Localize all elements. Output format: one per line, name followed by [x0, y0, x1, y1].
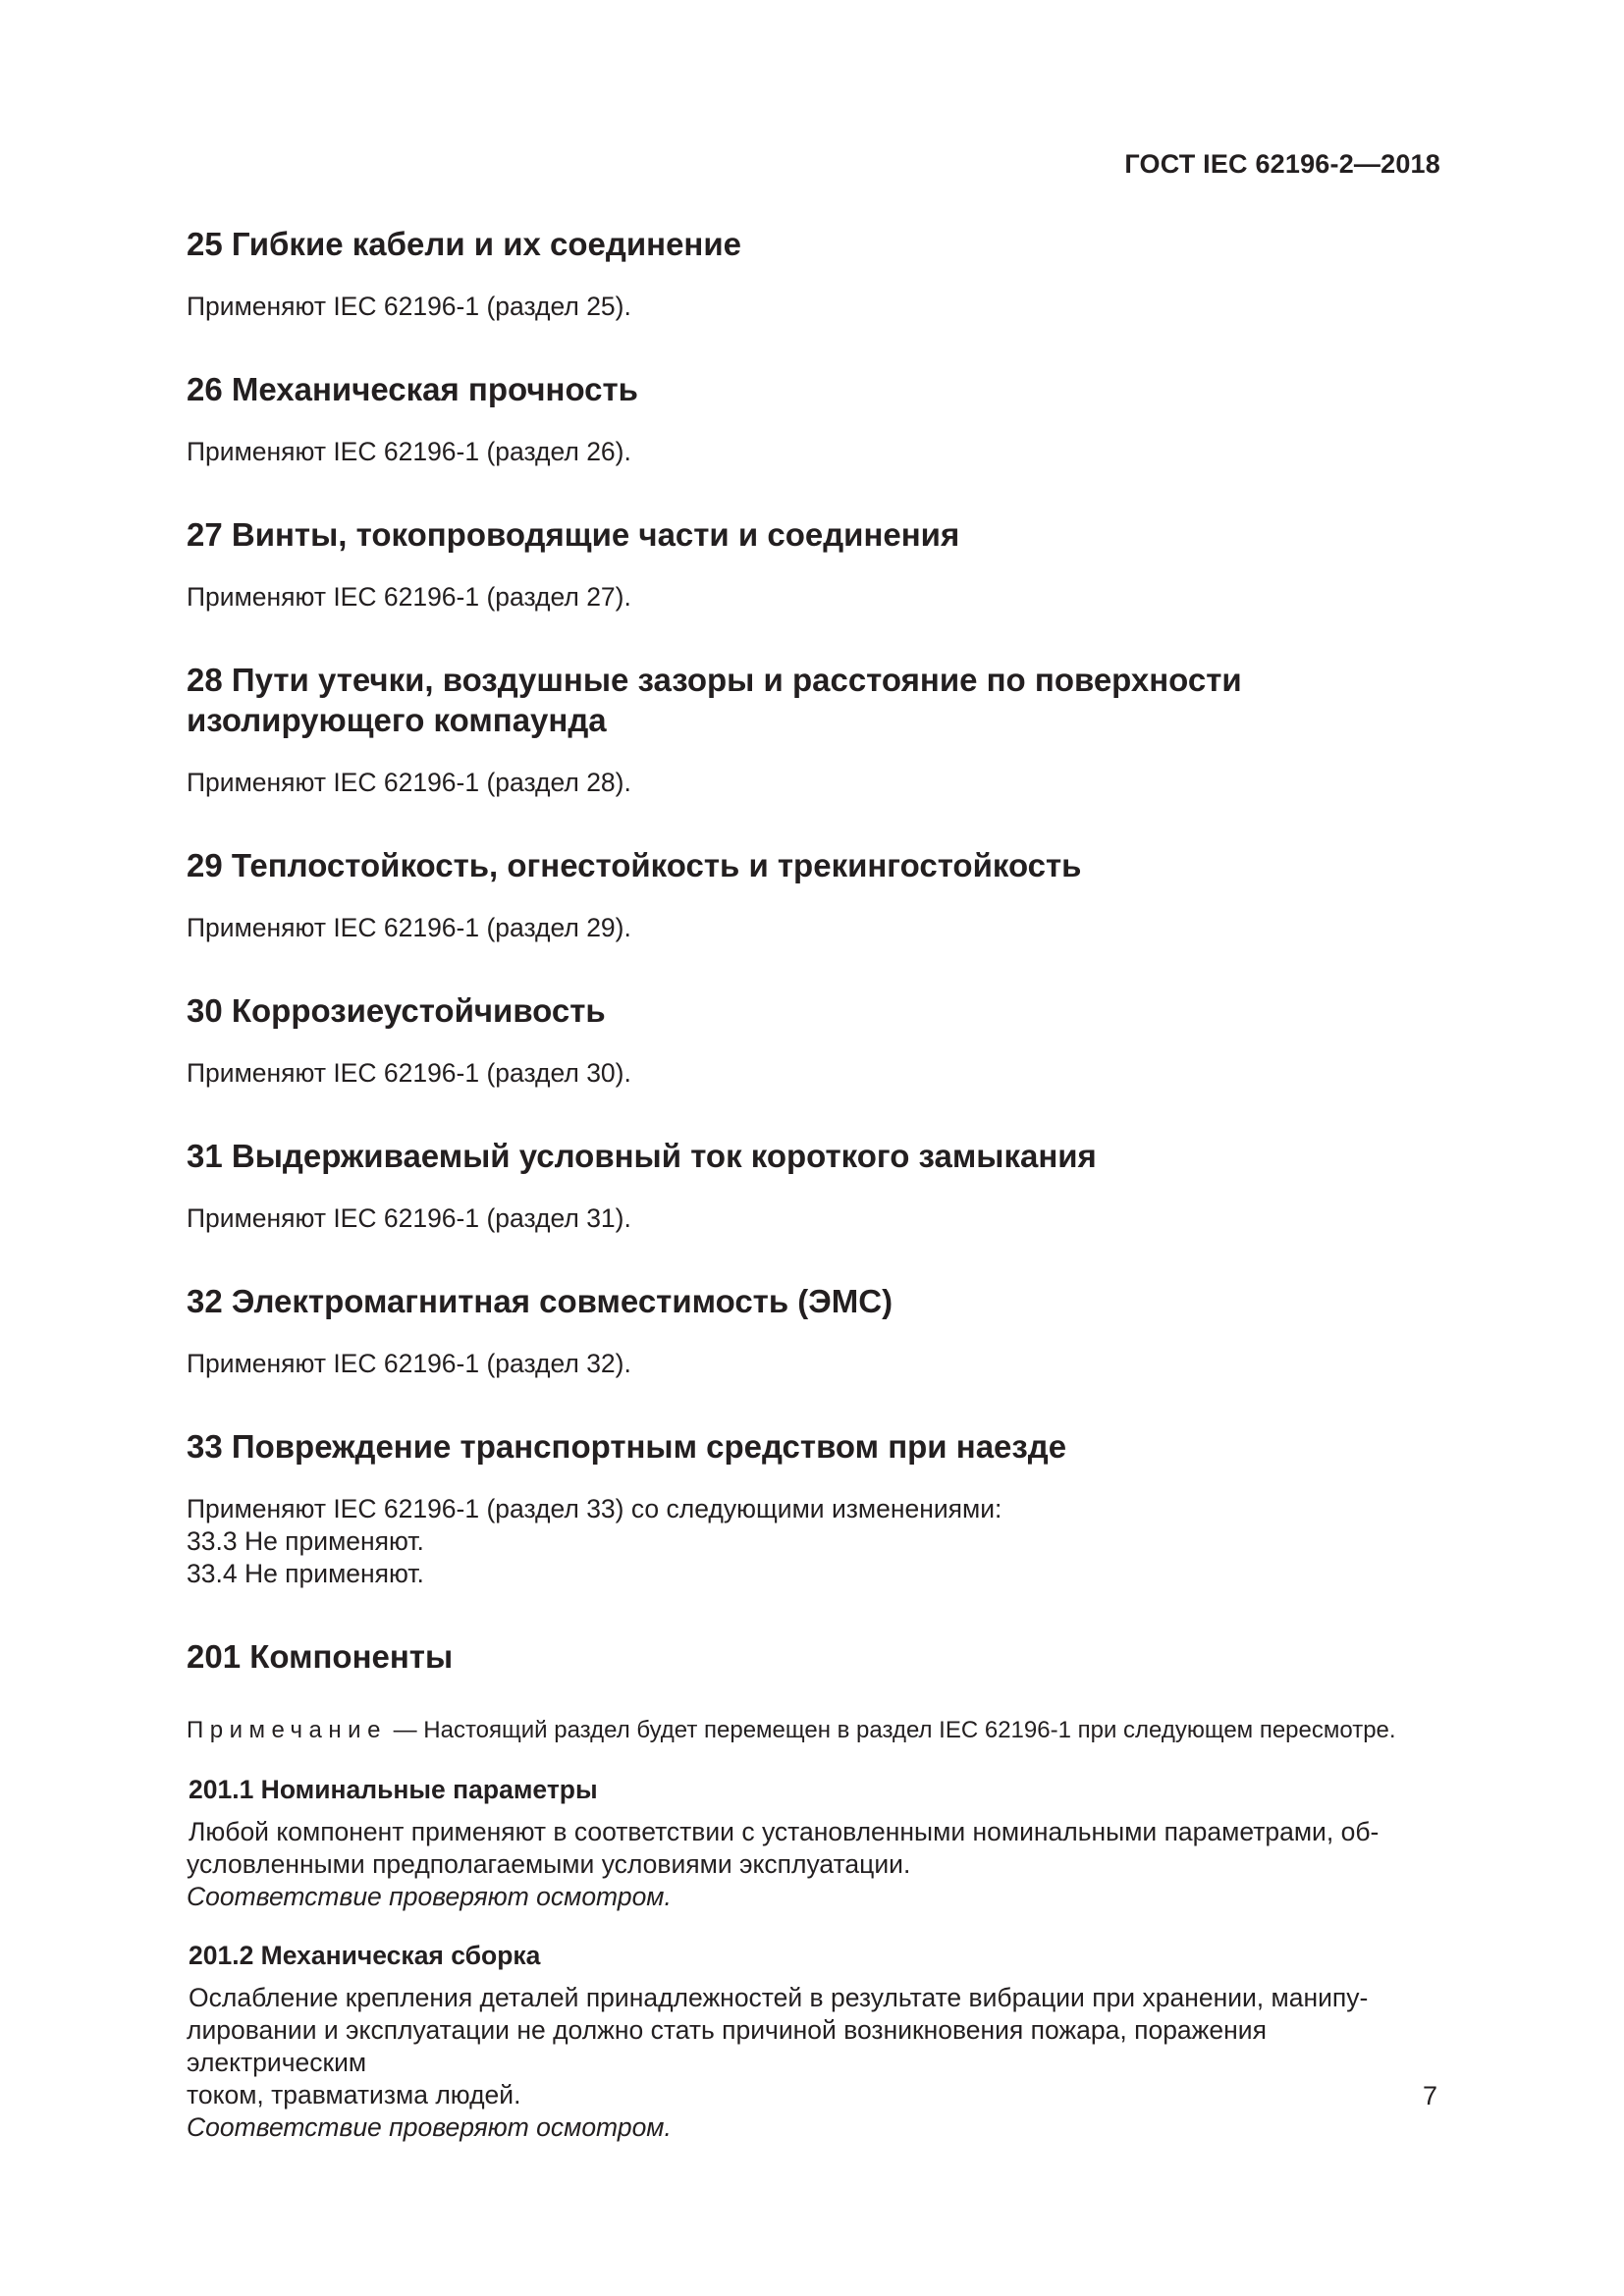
- paragraph-line: лировании и эксплуатации не должно стать причиной возникновения пожара, поражения электрическим: [187, 2015, 1267, 2077]
- section-text: Применяют IEC 62196-1 (раздел 29).: [187, 913, 631, 942]
- note-label: Примечание: [187, 1717, 387, 1743]
- section-heading: 30 Коррозиеустойчивость: [187, 992, 606, 1029]
- paragraph-line: током, травматизма людей.: [187, 2080, 521, 2109]
- section-text: Применяют IEC 62196-1 (раздел 27).: [187, 582, 631, 612]
- section-heading: 29 Теплостойкость, огнестойкость и трекингостойкость: [187, 847, 1082, 883]
- subsection-heading: 201.2 Механическая сборка: [189, 1941, 541, 1970]
- section-25: [187, 224, 1440, 323]
- section-heading-line1: 28 Пути утечки, воздушные зазоры и расстояние по поверхности: [187, 662, 1242, 698]
- page-content: [187, 224, 1440, 2144]
- section-text: Применяют IEC 62196-1 (раздел 31).: [187, 1203, 631, 1233]
- section-text: Применяют IEC 62196-1 (раздел 32).: [187, 1349, 631, 1378]
- paragraph-line: условленными предполагаемыми условиями эксплуатации.: [187, 1849, 911, 1879]
- note-text: — Настоящий раздел будет перемещен в раздел IEC 62196-1 при следующем пересмотре.: [393, 1717, 1396, 1743]
- section-text: Применяют IEC 62196-1 (раздел 33) со следующими изменениями:: [187, 1494, 1002, 1523]
- section-text: Применяют IEC 62196-1 (раздел 26).: [187, 437, 631, 466]
- section-28: [187, 660, 1440, 799]
- section-heading: 31 Выдерживаемый условный ток короткого замыкания: [187, 1138, 1097, 1174]
- document-code-header: ГОСТ IEC 62196-2—2018: [1124, 149, 1440, 179]
- section-31: [187, 1136, 1440, 1235]
- section-text-line: 33.3 Не применяют.: [187, 1526, 424, 1556]
- subsection-heading: 201.1 Номинальные параметры: [189, 1775, 598, 1804]
- section-30: [187, 990, 1440, 1090]
- section-heading: 27 Винты, токопроводящие части и соединения: [187, 516, 960, 553]
- compliance-check: Соответствие проверяют осмотром.: [187, 2112, 672, 2142]
- section-heading: 201 Компоненты: [187, 1638, 454, 1675]
- section-text: Применяют IEC 62196-1 (раздел 28).: [187, 768, 631, 797]
- compliance-check: Соответствие проверяют осмотром.: [187, 1882, 672, 1911]
- section-32: [187, 1281, 1440, 1380]
- page-number: 7: [1422, 2081, 1437, 2110]
- section-heading-line2: изолирующего компаунда: [187, 702, 607, 738]
- section-26: [187, 369, 1440, 468]
- paragraph-line: Любой компонент применяют в соответствии с установленными номинальными параметрами, об-: [189, 1817, 1380, 1846]
- section-heading: 25 Гибкие кабели и их соединение: [187, 226, 741, 262]
- paragraph-line: Ослабление крепления деталей принадлежностей в результате вибрации при хранении, манипу-: [189, 1983, 1369, 2012]
- section-text: Применяют IEC 62196-1 (раздел 25).: [187, 292, 631, 321]
- section-heading: 33 Повреждение транспортным средством при наезде: [187, 1428, 1067, 1465]
- note: [187, 1714, 1440, 1746]
- section-heading: 32 Электромагнитная совместимость (ЭМС): [187, 1283, 893, 1319]
- section-heading: 26 Механическая прочность: [187, 371, 638, 407]
- section-29: [187, 845, 1440, 944]
- section-text: Применяют IEC 62196-1 (раздел 30).: [187, 1058, 631, 1088]
- section-27: [187, 514, 1440, 614]
- section-text-line: 33.4 Не применяют.: [187, 1559, 424, 1588]
- section-33: [187, 1426, 1440, 1590]
- section-201: [187, 1636, 1440, 2144]
